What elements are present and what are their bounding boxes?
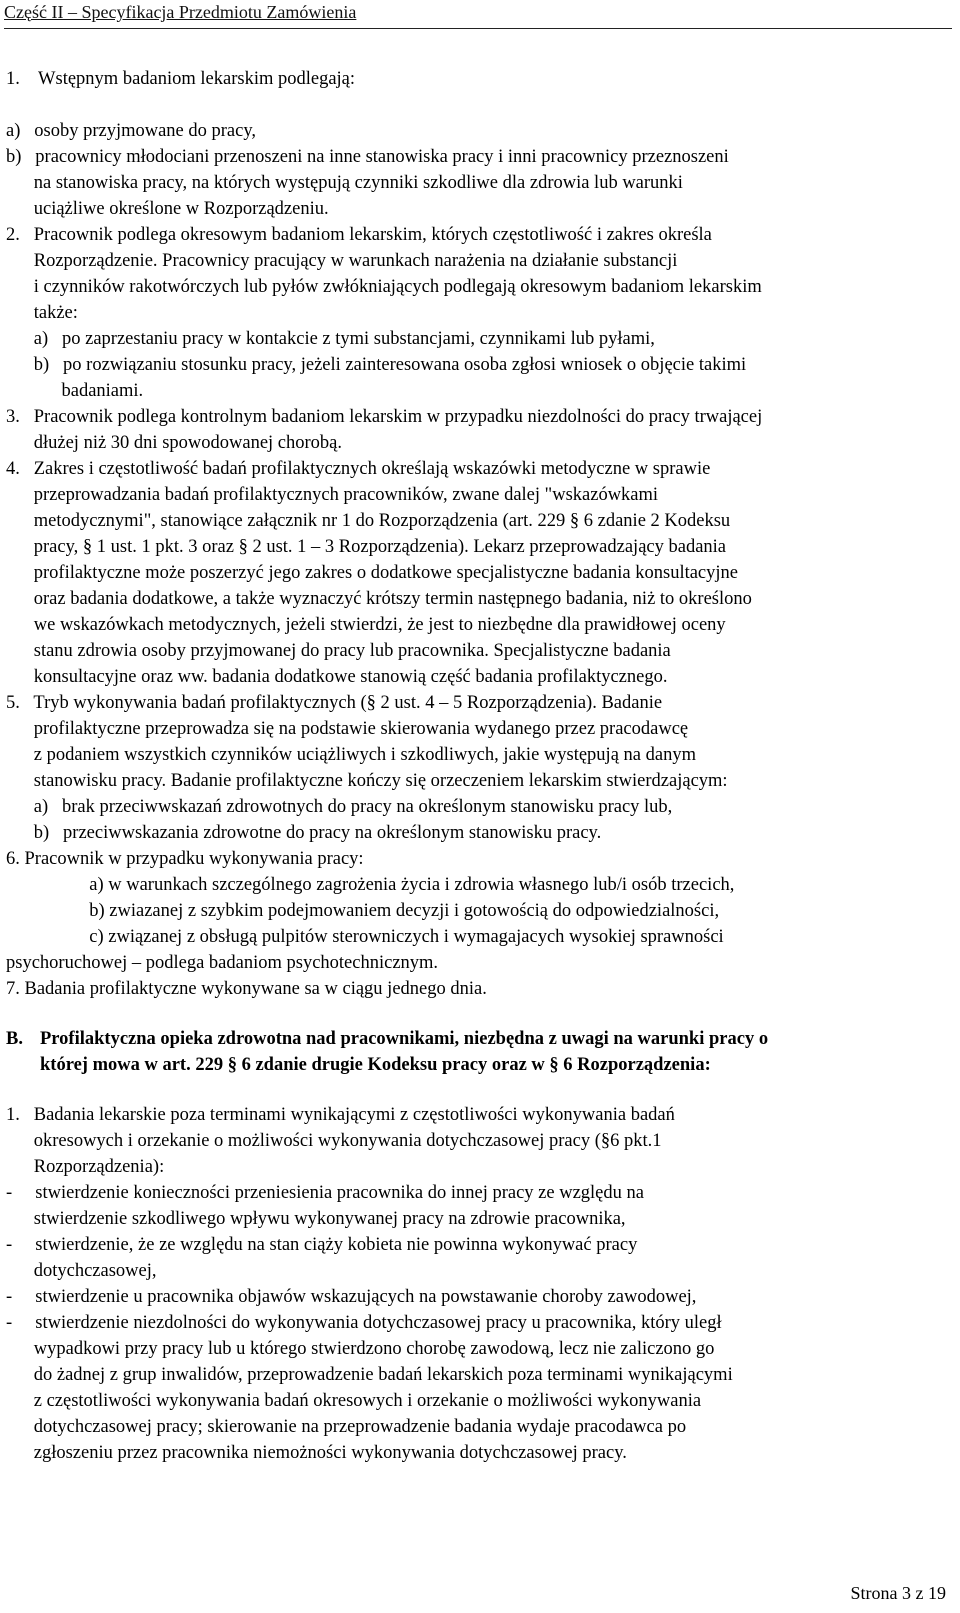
- text-line: - stwierdzenie, że ze względu na stan ciąży kobieta nie powinna wykonywać pracy: [6, 1235, 638, 1255]
- page-number: Strona 3 z 19: [850, 1583, 946, 1603]
- text-line: uciążliwe określone w Rozporządzeniu.: [6, 199, 329, 219]
- text-line: a) brak przeciwwskazań zdrowotnych do pracy na określonym stanowisku pracy lub,: [6, 797, 673, 817]
- text-line: dotychczasowej pracy; skierowanie na przeprowadzenie badania wydaje pracodawca po: [6, 1417, 687, 1437]
- text-line: na stanowiska pracy, na których występują czynniki szkodliwe dla zdrowia lub warunki: [6, 173, 683, 193]
- text-line: oraz badania dodatkowe, a także wyznaczyć krótszy termin następnego badania, niż to określono: [6, 589, 752, 609]
- text-line: [6, 92, 952, 118]
- text-line: profilaktyczne przeprowadza się na podstawie skierowania wydanego przez pracodawcę: [6, 719, 689, 739]
- text-line: - stwierdzenie konieczności przeniesienia pracownika do innej pracy ze względu na: [6, 1183, 644, 1203]
- text-line: 5. Tryb wykonywania badań profilaktycznych (§ 2 ust. 4 – 5 Rozporządzenia). Badanie: [6, 693, 663, 713]
- text-line: 4. Zakres i częstotliwość badań profilaktycznych określają wskazówki metodyczne w sprawie: [6, 459, 711, 479]
- text-line: 3. Pracownik podlega kontrolnym badaniom lekarskim w przypadku niezdolności do pracy trwającej: [6, 407, 763, 427]
- page-header: [4, 2, 952, 29]
- text-line: b) przeciwwskazania zdrowotne do pracy na określonym stanowisku pracy.: [6, 823, 602, 843]
- text-line: i czynników rakotwórczych lub pyłów zwłókniających podlegają okresowym badaniom lekarskim: [6, 277, 762, 297]
- text-line: z częstotliwości wykonywania badań okresowych i orzekanie o możliwości wykonywania: [6, 1391, 702, 1411]
- text-line: - stwierdzenie niezdolności do wykonywania dotychczasowej pracy u pracownika, który uległ: [6, 1313, 722, 1333]
- text-line: okresowych i orzekanie o możliwości wykonywania dotychczasowej pracy (§6 pkt.1: [6, 1131, 662, 1151]
- text-line: stwierdzenie szkodliwego wpływu wykonywanej pracy na zdrowie pracownika,: [6, 1209, 626, 1229]
- text-line: także:: [6, 303, 78, 323]
- text-line: 2. Pracownik podlega okresowym badaniom lekarskim, których częstotliwość i zakres określa: [6, 225, 712, 245]
- text-line: Rozporządzenie. Pracownicy pracujący w warunkach narażenia na działanie substancji: [6, 251, 678, 271]
- text-line: a) w warunkach szczególnego zagrożenia życia i zdrowia własnego lub/i osób trzecich,: [6, 875, 735, 895]
- section-b-line: Profilaktyczna opieka zdrowotna nad pracownikami, niezbędna z uwagi na warunki pracy o: [40, 1029, 769, 1049]
- text-line: psychoruchowej – podlega badaniom psychotechnicznym.: [6, 953, 439, 973]
- text-line: stanu zdrowia osoby przyjmowanej do pracy lub pracownika. Specjalistyczne badania: [6, 641, 671, 661]
- section-b-label: B.: [6, 1029, 23, 1049]
- document-body: [6, 66, 952, 1466]
- text-line: c) związanej z obsługą pulpitów sterowniczych i wymagajacych wysokiej sprawności: [6, 927, 724, 947]
- text-line: 6. Pracownik w przypadku wykonywania pracy:: [6, 849, 364, 869]
- text-line: wypadkowi przy pracy lub u którego stwierdzono chorobę zawodową, lecz nie zaliczono go: [6, 1339, 715, 1359]
- text-line: z podaniem wszystkich czynników uciążliwych i szkodliwych, jakie występują na danym: [6, 745, 696, 765]
- text-line: Rozporządzenia):: [6, 1157, 165, 1177]
- text-line: 7. Badania profilaktyczne wykonywane sa w ciągu jednego dnia.: [6, 979, 487, 999]
- text-line: metodycznymi", stanowiące załącznik nr 1 do Rozporządzenia (art. 229 § 6 zdanie 2 Kodeksu: [6, 511, 731, 531]
- text-line: stanowisku pracy. Badanie profilaktyczne kończy się orzeczeniem lekarskim stwierdzającym:: [6, 771, 728, 791]
- text-line: b) zwiazanej z szybkim podejmowaniem decyzji i gotowością do odpowiedzialności,: [6, 901, 720, 921]
- spacer: [6, 1002, 952, 1026]
- text-line: do żadnej z grup inwalidów, przeprowadzenie badań lekarskich poza terminami wynikającymi: [6, 1365, 733, 1385]
- text-line: dotychczasowej,: [6, 1261, 157, 1281]
- text-line: b) pracownicy młodociani przenoszeni na inne stanowiska pracy i inni pracownicy przeznoszeni: [6, 147, 729, 167]
- text-line: b) po rozwiązaniu stosunku pracy, jeżeli zainteresowana osoba zgłosi wniosek o objęcie takimi: [6, 355, 747, 375]
- text-line: dłużej niż 30 dni spowodowanej chorobą.: [6, 433, 343, 453]
- text-line: 1. Wstępnym badaniom lekarskim podlegają:: [6, 69, 356, 89]
- section-b-heading: [6, 1026, 952, 1078]
- text-line: konsultacyjne oraz ww. badania dodatkowe stanowią część badania profilaktycznego.: [6, 667, 668, 687]
- text-line: badaniami.: [6, 381, 144, 401]
- text-line: 1. Badania lekarskie poza terminami wynikającymi z częstotliwości wykonywania badań: [6, 1105, 675, 1125]
- text-line: we wskazówkach metodycznych, jeżeli stwierdzi, że jest to niezbędne dla prawidłowej oceny: [6, 615, 726, 635]
- text-line: zgłoszeniu przez pracownika niemożności wykonywania dotychczasowej pracy.: [6, 1443, 627, 1463]
- text-line: a) osoby przyjmowane do pracy,: [6, 121, 257, 141]
- text-line: profilaktyczne może poszerzyć jego zakres o dodatkowe specjalistyczne badania konsultacyjne: [6, 563, 738, 583]
- text-line: przeprowadzania badań profilaktycznych pracowników, zwane dalej "wskazówkami: [6, 485, 659, 505]
- text-line: a) po zaprzestaniu pracy w kontakcie z tymi substancjami, czynnikami lub pyłami,: [6, 329, 655, 349]
- spacer: [6, 1078, 952, 1102]
- header-title: Część II – Specyfikacja Przedmiotu Zamówienia: [4, 2, 357, 22]
- text-line: - stwierdzenie u pracownika objawów wskazujących na powstawanie choroby zawodowej,: [6, 1287, 697, 1307]
- section-b-line: której mowa w art. 229 § 6 zdanie drugie Kodeksu pracy oraz w § 6 Rozporządzenia:: [40, 1055, 711, 1075]
- text-line: pracy, § 1 ust. 1 pkt. 3 oraz § 2 ust. 1 – 3 Rozporządzenia). Lekarz przeprowadzający badania: [6, 537, 727, 557]
